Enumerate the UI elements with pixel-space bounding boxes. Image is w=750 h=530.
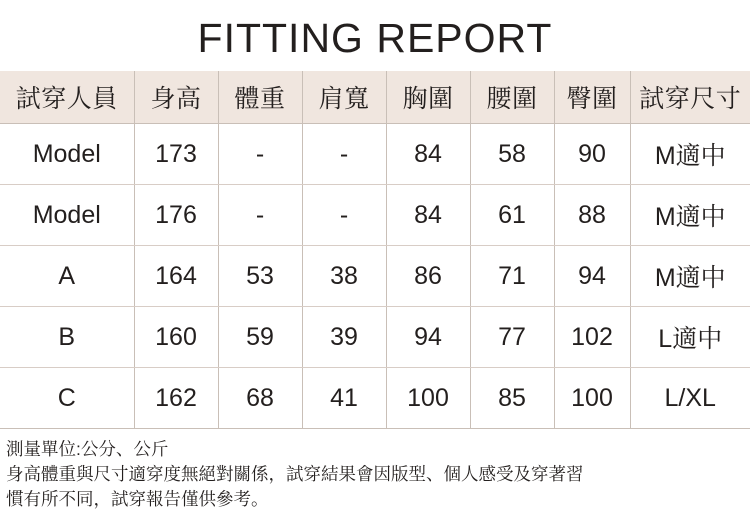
cell-bust: 84 xyxy=(386,185,470,246)
footnotes xyxy=(0,429,750,512)
cell-waist: 61 xyxy=(470,185,554,246)
cell-fitting-size: L適中 xyxy=(630,307,750,368)
page-title: FITTING REPORT xyxy=(197,15,553,61)
cell-waist: 85 xyxy=(470,368,554,429)
column-header-height: 身高 xyxy=(134,71,218,124)
column-header-bust: 胸圍 xyxy=(386,71,470,124)
column-header-fitting-size: 試穿尺寸 xyxy=(630,71,750,124)
table-header xyxy=(0,71,750,124)
cell-shoulder: 41 xyxy=(302,368,386,429)
cell-height: 176 xyxy=(134,185,218,246)
table-row xyxy=(0,368,750,429)
table-row xyxy=(0,185,750,246)
cell-hip: 90 xyxy=(554,124,630,185)
cell-hip: 102 xyxy=(554,307,630,368)
table-row xyxy=(0,307,750,368)
column-header-tester: 試穿人員 xyxy=(0,71,134,124)
cell-shoulder: 38 xyxy=(302,246,386,307)
column-header-shoulder: 肩寬 xyxy=(302,71,386,124)
cell-weight: 68 xyxy=(218,368,302,429)
column-header-weight: 體重 xyxy=(218,71,302,124)
cell-tester: A xyxy=(0,246,134,307)
cell-weight: 53 xyxy=(218,246,302,307)
cell-weight: - xyxy=(218,185,302,246)
cell-height: 173 xyxy=(134,124,218,185)
cell-hip: 100 xyxy=(554,368,630,429)
cell-tester: B xyxy=(0,307,134,368)
cell-shoulder: - xyxy=(302,185,386,246)
cell-height: 160 xyxy=(134,307,218,368)
cell-bust: 94 xyxy=(386,307,470,368)
cell-bust: 84 xyxy=(386,124,470,185)
cell-waist: 77 xyxy=(470,307,554,368)
cell-hip: 94 xyxy=(554,246,630,307)
cell-fitting-size: M適中 xyxy=(630,246,750,307)
column-header-waist: 腰圍 xyxy=(470,71,554,124)
column-header-hip: 臀圍 xyxy=(554,71,630,124)
cell-height: 162 xyxy=(134,368,218,429)
cell-weight: 59 xyxy=(218,307,302,368)
footnote-disclaimer-line1: 身高體重與尺寸適穿度無絕對關係，試穿結果會因版型、個人感受及穿著習 xyxy=(6,463,584,484)
footnote-disclaimer-line2: 慣有所不同，試穿報告僅供參考。 xyxy=(6,488,269,509)
table-body xyxy=(0,124,750,429)
cell-waist: 58 xyxy=(470,124,554,185)
cell-bust: 86 xyxy=(386,246,470,307)
cell-fitting-size: M適中 xyxy=(630,185,750,246)
footnote-measure-unit: 測量單位:公分、公斤 xyxy=(6,439,169,459)
table-row xyxy=(0,246,750,307)
cell-shoulder: - xyxy=(302,124,386,185)
cell-waist: 71 xyxy=(470,246,554,307)
cell-bust: 100 xyxy=(386,368,470,429)
table-header-row xyxy=(0,71,750,124)
cell-tester: C xyxy=(0,368,134,429)
cell-tester: Model xyxy=(0,124,134,185)
cell-tester: Model xyxy=(0,185,134,246)
cell-height: 164 xyxy=(134,246,218,307)
cell-fitting-size: L/XL xyxy=(630,368,750,429)
fitting-report-table xyxy=(0,71,750,429)
table-row xyxy=(0,124,750,185)
cell-hip: 88 xyxy=(554,185,630,246)
cell-fitting-size: M適中 xyxy=(630,124,750,185)
cell-shoulder: 39 xyxy=(302,307,386,368)
cell-weight: - xyxy=(218,124,302,185)
